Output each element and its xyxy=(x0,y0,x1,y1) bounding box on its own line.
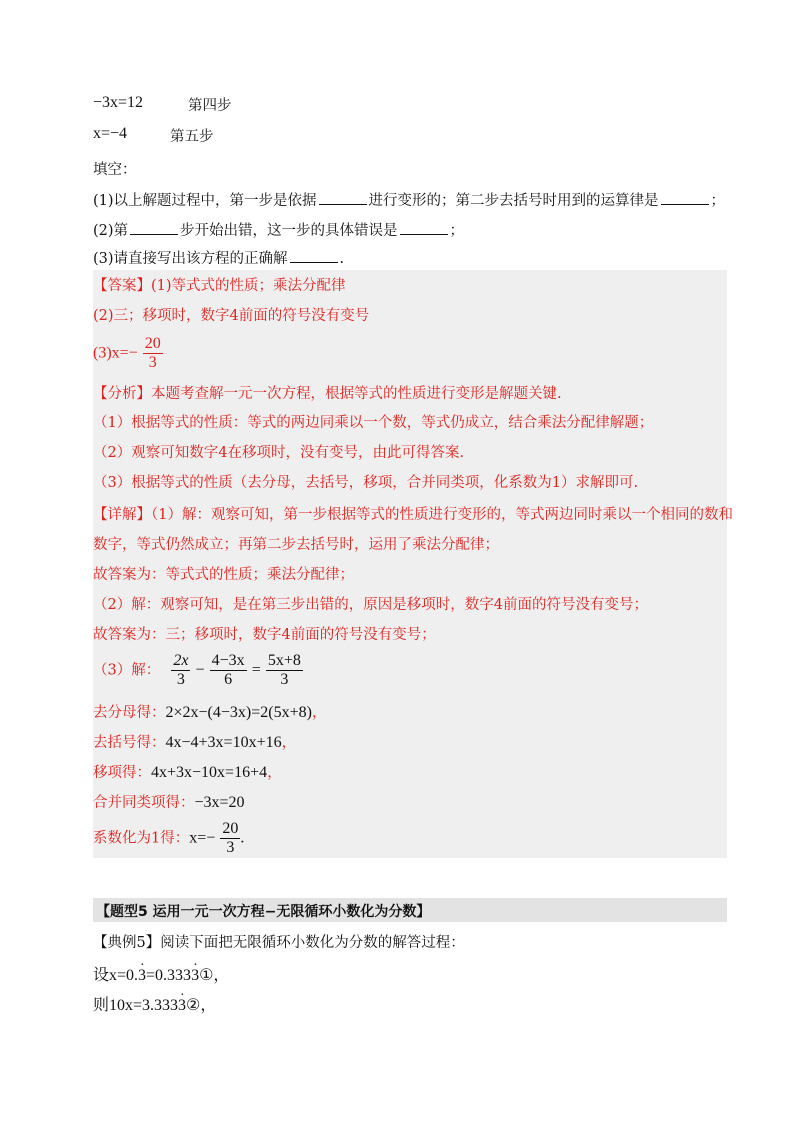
repeating-digit: · 3 xyxy=(191,967,199,985)
q3-text-a: (3)请直接写出该方程的正确解 xyxy=(93,251,288,267)
answer-line-3 xyxy=(93,335,163,372)
detail-line-5: 故答案为：三；移项时，数字4前面的符号没有变号； xyxy=(93,627,436,643)
fraction-4-3x-over-6 xyxy=(210,652,247,689)
step-remove-brackets xyxy=(93,732,296,753)
question-2 xyxy=(93,220,464,241)
step4-equation: −3x=12 xyxy=(93,94,144,111)
fraction-denominator: 3 xyxy=(143,353,163,372)
step-label: 移项得： xyxy=(93,765,151,781)
fraction-2x-over-3 xyxy=(171,652,190,689)
analysis-point-3: （3）根据等式的性质（去分母，去括号，移项，合并同类项，化系数为1）求解即可. xyxy=(93,475,639,491)
step-end: ， xyxy=(311,705,327,721)
step-end: ， xyxy=(267,765,282,781)
q2-text-b: 步开始出错，这一步的具体错误是 xyxy=(180,223,398,239)
step4-label: 第四步 xyxy=(188,98,232,114)
example-equation-2 xyxy=(93,992,216,1015)
answer-3-prefix: (3)x=− xyxy=(93,344,138,362)
step-end: ， xyxy=(281,735,297,751)
q2-text-a: (2)第 xyxy=(93,223,129,239)
fraction-20-over-3 xyxy=(220,820,240,857)
step-coefficient xyxy=(93,820,244,857)
detail-line-3: 故答案为：等式式的性质；乘法分配律； xyxy=(93,567,354,583)
fraction-denominator: 6 xyxy=(210,670,247,689)
answer-blank xyxy=(290,248,338,263)
eq-marker: ②， xyxy=(186,997,217,1014)
fraction-denominator: 3 xyxy=(220,838,240,857)
fraction-numerator: 5x+8 xyxy=(267,652,301,669)
q3-text-b: . xyxy=(339,251,345,267)
fill-title: 填空： xyxy=(93,162,137,178)
step5-label: 第五步 xyxy=(170,129,214,145)
example-equation-1 xyxy=(93,962,229,985)
fraction-numerator: 20 xyxy=(222,820,239,837)
question-1 xyxy=(93,190,725,211)
step-label: 合并同类项得： xyxy=(93,795,195,811)
answer-blank xyxy=(400,220,448,235)
step-label: 去括号得： xyxy=(93,735,166,751)
original-equation xyxy=(93,652,303,689)
repeating-digit: · 3 xyxy=(138,967,146,985)
fraction-numerator: 4−3x xyxy=(211,652,245,669)
eq-part: =0.333 xyxy=(146,967,192,984)
step5-equation: x=−4 xyxy=(93,125,128,142)
step-equation: x=− xyxy=(189,829,216,847)
q2-text-c: ； xyxy=(449,223,465,239)
step-equation: 4x+3x−10x=16+4 xyxy=(151,764,268,781)
question-3 xyxy=(93,248,344,269)
section-heading: 【题型5 运用一元一次方程−无限循环小数化为分数】 xyxy=(96,904,431,920)
step-end: . xyxy=(240,829,245,847)
part-3-label: （3）解： xyxy=(93,662,161,679)
answer-blank xyxy=(130,220,178,235)
eq-part: 设x=0. xyxy=(93,967,139,984)
detail-line-2: 数字，等式仍然成立；再第二步去括号时，运用了乘法分配律； xyxy=(93,537,499,553)
q1-text-c: ； xyxy=(710,193,726,209)
fraction-denominator: 3 xyxy=(266,670,303,689)
analysis-point-1: （1）根据等式的性质：等式的两边同乘以一个数，等式仍成立，结合乘法分配律解题； xyxy=(93,415,654,431)
step-transpose xyxy=(93,762,282,783)
equals-sign: = xyxy=(251,661,261,679)
answer-blank xyxy=(319,190,367,205)
example-intro: 【典例5】阅读下面把无限循环小数化为分数的解答过程： xyxy=(93,935,465,951)
analysis-title: 【分析】本题考查解一元一次方程，根据等式的性质进行变形是解题关键. xyxy=(93,386,562,402)
detail-line-4: （2）解：观察可知，是在第三步出错的，原因是移项时，数字4前面的符号没有变号； xyxy=(93,597,648,613)
fraction-denominator: 3 xyxy=(171,670,190,689)
step-label: 去分母得： xyxy=(93,705,166,721)
eq-marker: ①， xyxy=(199,967,230,984)
analysis-point-2: （2）观察可知数字4在移项时，没有变号，由此可得答案. xyxy=(93,445,465,461)
q1-text-a: (1)以上解题过程中，第一步是依据 xyxy=(93,193,317,209)
answer-blank xyxy=(661,190,709,205)
answer-3-fraction xyxy=(143,335,163,372)
step-equation: 2×2x−(4−3x)=2(5x+8) xyxy=(165,704,312,721)
fraction-5x-8-over-3 xyxy=(266,652,303,689)
eq-part: 则10x=3.333 xyxy=(93,997,179,1014)
fraction-numerator: 20 xyxy=(144,335,161,352)
step-label: 系数化为1得： xyxy=(93,830,190,847)
step-clear-denominators xyxy=(93,702,326,723)
minus-sign: − xyxy=(195,661,205,679)
repeating-digit: · 3 xyxy=(178,997,186,1015)
detail-line-1: 【详解】（1）解：观察可知，第一步根据等式的性质进行变形的，等式两边同时乘以一个相同的数和 xyxy=(93,507,733,523)
fraction-numerator: 2x xyxy=(173,652,189,669)
answer-line-2: (2)三；移项时，数字4前面的符号没有变号 xyxy=(93,308,370,324)
answer-line-1: 【答案】(1)等式式的性质；乘法分配律 xyxy=(93,278,346,294)
q1-text-b: 进行变形的；第二步去括号时用到的运算律是 xyxy=(368,193,659,209)
step-combine xyxy=(93,792,245,813)
step-equation: −3x=20 xyxy=(194,794,245,811)
step-equation: 4x−4+3x=10x+16 xyxy=(165,734,282,751)
